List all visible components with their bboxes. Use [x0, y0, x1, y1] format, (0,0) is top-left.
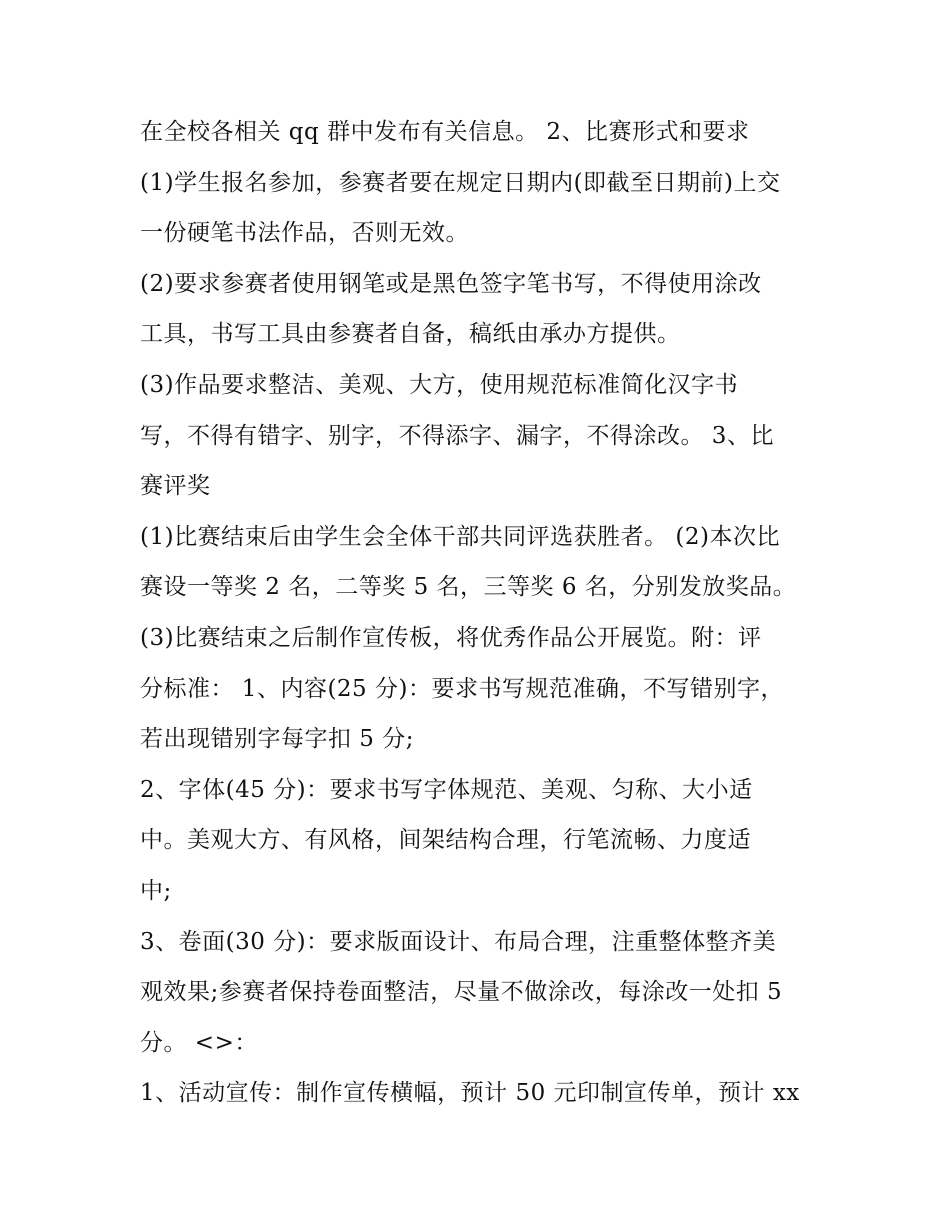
text-line: 观效果;参赛者保持卷面整洁，尽量不做涂改，每涂改一处扣 5: [140, 979, 783, 1006]
text-line: 赛设一等奖 2 名，二等奖 5 名，三等奖 6 名，分别发放奖品。: [140, 574, 797, 601]
text-line: 在全校各相关 qq 群中发布有关信息。 2、比赛形式和要求: [140, 119, 750, 145]
text-line: 分标准： 1、内容(25 分)：要求书写规范准确，不写错别字，: [140, 675, 784, 702]
text-line: 赛评奖: [140, 473, 211, 500]
text-line: (1)学生报名参加，参赛者要在规定日期内(即截至日期前)上交: [140, 169, 781, 196]
text-line: 1、活动宣传：制作宣传横幅，预计 50 元印制宣传单，预计 xx: [140, 1080, 800, 1107]
text-line: 若出现错别字每字扣 5 分;: [140, 726, 415, 753]
text-line: 2、字体(45 分)：要求书写字体规范、美观、匀称、大小适: [140, 776, 753, 803]
text-line: (1)比赛结束后由学生会全体干部共同评选获胜者。 (2)本次比: [140, 523, 780, 550]
text-line: (2)要求参赛者使用钢笔或是黑色签字笔书写，不得使用涂改: [140, 270, 762, 297]
text-line: 工具，书写工具由参赛者自备，稿纸由承办方提供。: [140, 321, 681, 348]
text-line: 写，不得有错字、别字，不得添字、漏字，不得涂改。 3、比: [140, 422, 774, 449]
text-line: 中。美观大方、有风格，间架结构合理，行笔流畅、力度适: [140, 827, 751, 854]
text-line: 一份硬笔书法作品，否则无效。: [140, 220, 469, 247]
text-line: (3)比赛结束之后制作宣传板，将优秀作品公开展览。附：评: [140, 624, 762, 651]
text-line: 分。 <>：: [140, 1029, 258, 1056]
text-line: 3、卷面(30 分)：要求版面设计、布局合理，注重整体整齐美: [140, 928, 777, 955]
text-line: 中;: [140, 877, 172, 904]
document-body: [140, 107, 820, 1119]
text-line: (3)作品要求整洁、美观、大方，使用规范标准简化汉字书: [140, 371, 739, 398]
